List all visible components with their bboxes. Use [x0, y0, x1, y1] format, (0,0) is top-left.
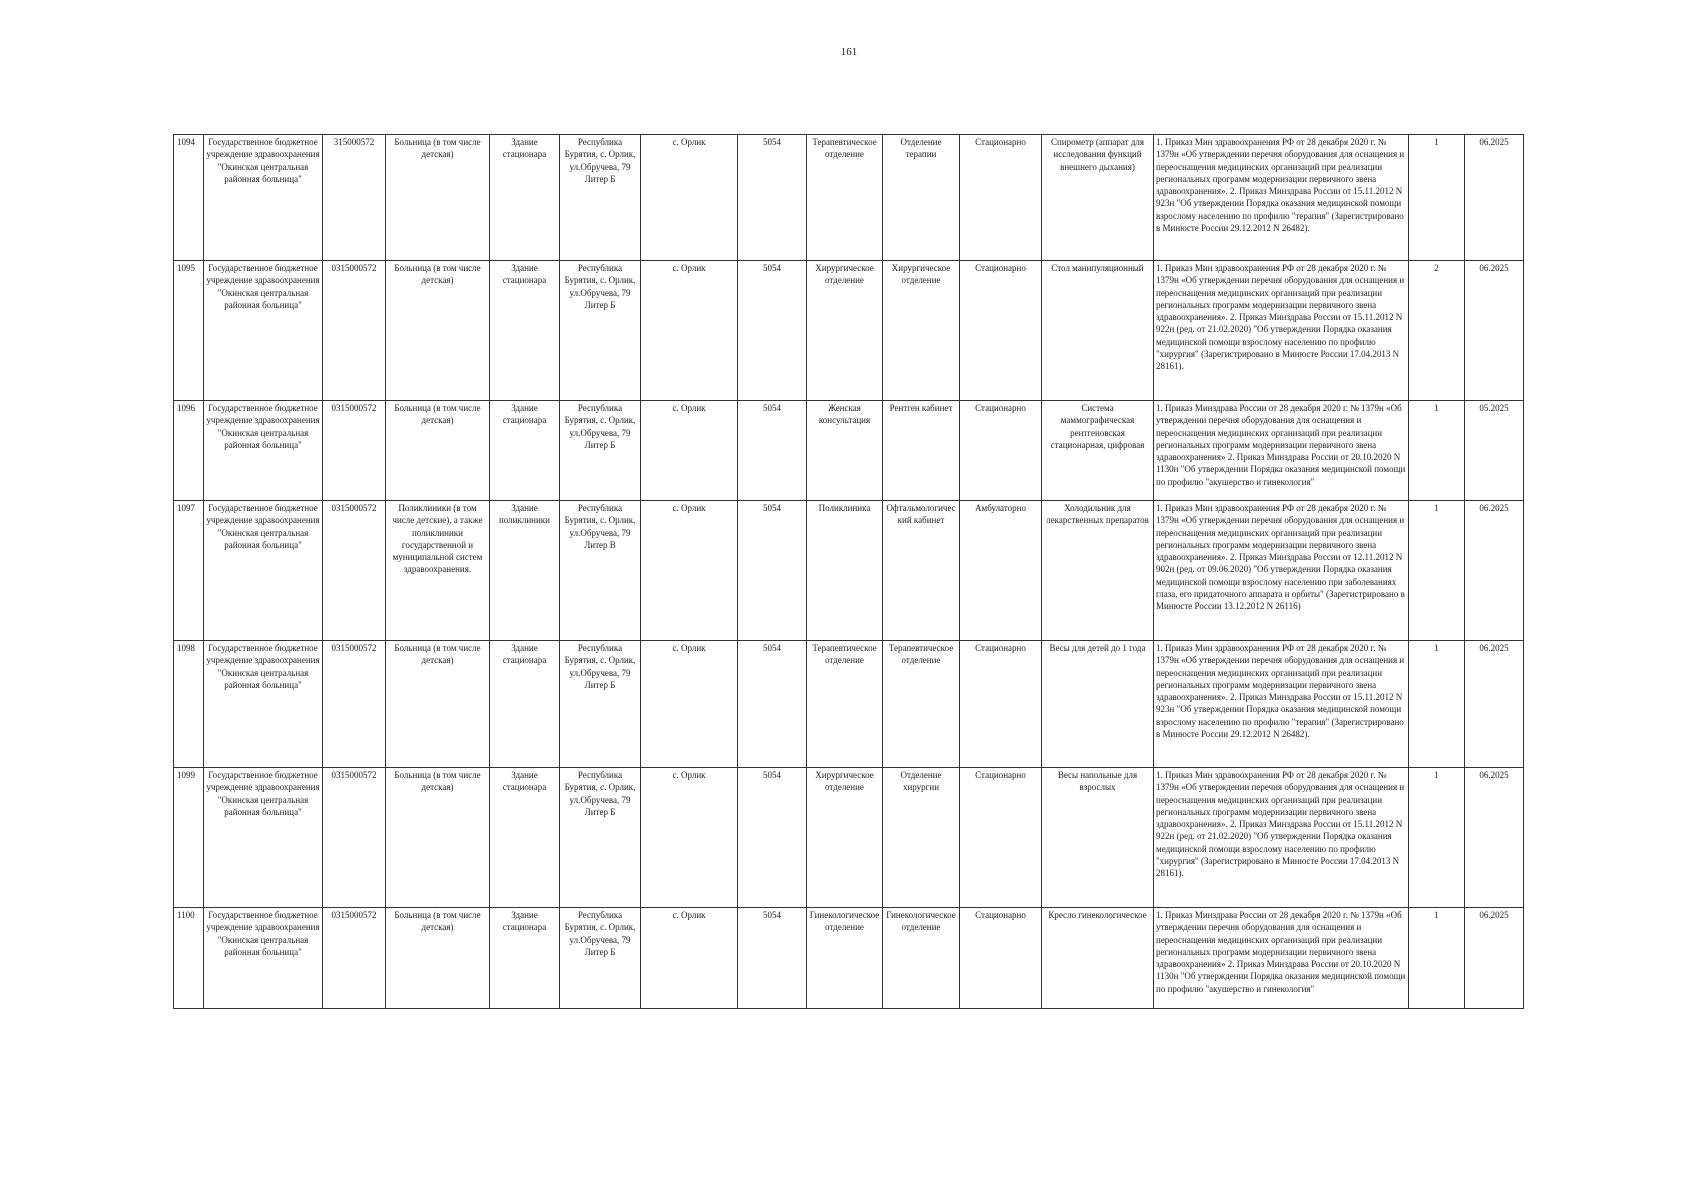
page-number: 161 — [840, 46, 858, 58]
care-mode: Стационарно — [960, 261, 1042, 401]
building: Здание поликлиники — [490, 501, 560, 641]
care-mode: Стационарно — [960, 135, 1042, 261]
quantity: 1 — [1409, 908, 1465, 1009]
unit: Гинекологическое отделение — [883, 908, 960, 1009]
organization-code: 0315000572 — [323, 401, 386, 501]
equipment-name: Система маммографическая рентгеновская стационарная, цифровая — [1042, 401, 1154, 501]
organization-name: Государственное бюджетное учреждение здравоохранения "Окинская центральная районная больница" — [204, 501, 323, 641]
postcode: 5054 — [738, 501, 807, 641]
building: Здание стационара — [490, 261, 560, 401]
organization-name: Государственное бюджетное учреждение здравоохранения "Окинская центральная районная больница" — [204, 908, 323, 1009]
equipment-name: Холодильник для лекарственных препаратов — [1042, 501, 1154, 641]
unit: Отделение терапии — [883, 135, 960, 261]
facility-type: Больница (в том числе детская) — [386, 641, 490, 768]
locality: с. Орлик — [641, 261, 738, 401]
organization-code: 0315000572 — [323, 768, 386, 908]
table-row — [174, 768, 1524, 908]
department: Гинекологическое отделение — [807, 908, 883, 1009]
care-mode: Стационарно — [960, 768, 1042, 908]
organization-code: 315000572 — [323, 135, 386, 261]
equipment-name: Весы напольные для взрослых — [1042, 768, 1154, 908]
postcode: 5054 — [738, 401, 807, 501]
row-number: 1098 — [174, 641, 204, 768]
quantity: 1 — [1409, 641, 1465, 768]
quantity: 1 — [1409, 501, 1465, 641]
organization-name: Государственное бюджетное учреждение здравоохранения "Окинская центральная районная больница" — [204, 641, 323, 768]
address: Республика Бурятия, с. Орлик, ул.Обручева, 79 Литер Б — [560, 641, 641, 768]
care-mode: Стационарно — [960, 641, 1042, 768]
equipment-name: Кресло гинекологическое — [1042, 908, 1154, 1009]
equipment-name: Стол манипуляционный — [1042, 261, 1154, 401]
department: Терапевтическое отделение — [807, 135, 883, 261]
address: Республика Бурятия, с. Орлик, ул.Обручева, 79 Литер Б — [560, 908, 641, 1009]
department: Хирургическое отделение — [807, 261, 883, 401]
unit: Отделение хирургии — [883, 768, 960, 908]
legal-basis: 1. Приказ Минздрава России от 28 декабря 2020 г. № 1379н «Об утверждении перечня оборудования для оснащения и переоснащения медицинских организаций при реализации региональных программ модернизации первичного звена здравоохранения» 2. Приказ Минздрава России от 20.10.2020 N 1130н "Об утверждении Порядка оказания медицинской помощи по профилю "акушерство и гинекология" — [1154, 908, 1409, 1009]
equipment-name: Спирометр (аппарат для исследования функций внешнего дыхания) — [1042, 135, 1154, 261]
postcode: 5054 — [738, 908, 807, 1009]
care-mode: Стационарно — [960, 908, 1042, 1009]
organization-name: Государственное бюджетное учреждение здравоохранения "Окинская центральная районная больница" — [204, 401, 323, 501]
organization-code: 0315000572 — [323, 908, 386, 1009]
quantity: 1 — [1409, 768, 1465, 908]
care-mode: Амбулаторно — [960, 501, 1042, 641]
row-number: 1097 — [174, 501, 204, 641]
locality: с. Орлик — [641, 908, 738, 1009]
table-row — [174, 261, 1524, 401]
organization-code: 0315000572 — [323, 641, 386, 768]
facility-type: Больница (в том числе детская) — [386, 768, 490, 908]
row-number: 1096 — [174, 401, 204, 501]
unit: Хирургическое отделение — [883, 261, 960, 401]
building: Здание стационара — [490, 135, 560, 261]
unit: Терапевтическое отделение — [883, 641, 960, 768]
organization-name: Государственное бюджетное учреждение здравоохранения "Окинская центральная районная больница" — [204, 261, 323, 401]
equipment-name: Весы для детей до 1 года — [1042, 641, 1154, 768]
delivery-date: 06.2025 — [1465, 501, 1524, 641]
legal-basis: 1. Приказ Мин здравоохранения РФ от 28 декабря 2020 г. № 1379н «Об утверждении перечня оборудования для оснащения и переоснащения медицинских организаций при реализации региональных программ модернизации первичного звена здравоохранения». 2. Приказ Минздрава России от 15.11.2012 N 922н (ред. от 21.02.2020) "Об утверждении Порядка оказания медицинской помощи взрослому населению по профилю "хирургия" (Зарегистрировано в Минюсте России 17.04.2013 N 28161). — [1154, 261, 1409, 401]
delivery-date: 06.2025 — [1465, 261, 1524, 401]
legal-basis: 1. Приказ Мин здравоохранения РФ от 28 декабря 2020 г. № 1379н «Об утверждении перечня оборудования для оснащения и переоснащения медицинских организаций при реализации региональных программ модернизации первичного звена здравоохранения». 2. Приказ Минздрава России от 12.11.2012 N 902н (ред. от 09.06.2020) "Об утверждении Порядка оказания медицинской помощи взрослому населению при заболеваниях глаза, его придаточного аппарата и орбиты" (Зарегистрировано в Минюсте России 13.12.2012 N 26116) — [1154, 501, 1409, 641]
legal-basis: 1. Приказ Минздрава России от 28 декабря 2020 г. № 1379н «Об утверждении перечня оборудования для оснащения и переоснащения медицинских организаций при реализации региональных программ модернизации первичного звена здравоохранения» 2. Приказ Минздрава России от 20.10.2020 N 1130н "Об утверждении Порядка оказания медицинской помощи по профилю "акушерство и гинекология" — [1154, 401, 1409, 501]
building: Здание стационара — [490, 908, 560, 1009]
postcode: 5054 — [738, 261, 807, 401]
quantity: 2 — [1409, 261, 1465, 401]
postcode: 5054 — [738, 768, 807, 908]
quantity: 1 — [1409, 135, 1465, 261]
unit: Рентген кабинет — [883, 401, 960, 501]
table-row — [174, 501, 1524, 641]
legal-basis: 1. Приказ Мин здравоохранения РФ от 28 декабря 2020 г. № 1379н «Об утверждении перечня оборудования для оснащения и переоснащения медицинских организаций при реализации региональных программ модернизации первичного звена здравоохранения». 2. Приказ Минздрава России от 15.11.2012 N 923н "Об утверждении Порядка оказания медицинской помощи взрослому населению по профилю "терапия" (Зарегистрировано в Минюсте России 29.12.2012 N 26482). — [1154, 135, 1409, 261]
row-number: 1099 — [174, 768, 204, 908]
delivery-date: 06.2025 — [1465, 641, 1524, 768]
organization-code: 0315000572 — [323, 261, 386, 401]
facility-type: Поликлиники (в том числе детские), а также поликлиники государственной и муниципальной систем здравоохранения. — [386, 501, 490, 641]
department: Терапевтическое отделение — [807, 641, 883, 768]
postcode: 5054 — [738, 135, 807, 261]
building: Здание стационара — [490, 768, 560, 908]
equipment-registry-table — [173, 134, 1524, 1009]
department: Женская консультация — [807, 401, 883, 501]
delivery-date: 06.2025 — [1465, 135, 1524, 261]
delivery-date: 06.2025 — [1465, 768, 1524, 908]
organization-code: 0315000572 — [323, 501, 386, 641]
facility-type: Больница (в том числе детская) — [386, 908, 490, 1009]
address: Республика Бурятия, с. Орлик, ул.Обручева, 79 Литер Б — [560, 768, 641, 908]
department: Хирургическое отделение — [807, 768, 883, 908]
locality: с. Орлик — [641, 641, 738, 768]
table-row — [174, 401, 1524, 501]
delivery-date: 06.2025 — [1465, 908, 1524, 1009]
legal-basis: 1. Приказ Мин здравоохранения РФ от 28 декабря 2020 г. № 1379н «Об утверждении перечня оборудования для оснащения и переоснащения медицинских организаций при реализации региональных программ модернизации первичного звена здравоохранения». 2. Приказ Минздрава России от 15.11.2012 N 923н "Об утверждении Порядка оказания медицинской помощи взрослому населению по профилю "терапия" (Зарегистрировано в Минюсте России 29.12.2012 N 26482). — [1154, 641, 1409, 768]
locality: с. Орлик — [641, 768, 738, 908]
row-number: 1095 — [174, 261, 204, 401]
building: Здание стационара — [490, 401, 560, 501]
organization-name: Государственное бюджетное учреждение здравоохранения "Окинская центральная районная больница" — [204, 768, 323, 908]
locality: с. Орлик — [641, 501, 738, 641]
facility-type: Больница (в том числе детская) — [386, 135, 490, 261]
address: Республика Бурятия, с. Орлик, ул.Обручева, 79 Литер Б — [560, 135, 641, 261]
address: Республика Бурятия, с. Орлик, ул.Обручева, 79 Литер Б — [560, 401, 641, 501]
unit: Офтальмологический кабинет — [883, 501, 960, 641]
table-row — [174, 908, 1524, 1009]
care-mode: Стационарно — [960, 401, 1042, 501]
row-number: 1100 — [174, 908, 204, 1009]
address: Республика Бурятия, с. Орлик, ул.Обручева, 79 Литер В — [560, 501, 641, 641]
table-row — [174, 641, 1524, 768]
legal-basis: 1. Приказ Мин здравоохранения РФ от 28 декабря 2020 г. № 1379н «Об утверждении перечня оборудования для оснащения и переоснащения медицинских организаций при реализации региональных программ модернизации первичного звена здравоохранения». 2. Приказ Минздрава России от 15.11.2012 N 922н (ред. от 21.02.2020) "Об утверждении Порядка оказания медицинской помощи взрослому населению по профилю "хирургия" (Зарегистрировано в Минюсте России 17.04.2013 N 28161). — [1154, 768, 1409, 908]
row-number: 1094 — [174, 135, 204, 261]
locality: с. Орлик — [641, 401, 738, 501]
table-row — [174, 135, 1524, 261]
department: Поликлиника — [807, 501, 883, 641]
building: Здание стационара — [490, 641, 560, 768]
delivery-date: 05.2025 — [1465, 401, 1524, 501]
quantity: 1 — [1409, 401, 1465, 501]
facility-type: Больница (в том числе детская) — [386, 401, 490, 501]
facility-type: Больница (в том числе детская) — [386, 261, 490, 401]
locality: с. Орлик — [641, 135, 738, 261]
organization-name: Государственное бюджетное учреждение здравоохранения "Окинская центральная районная больница" — [204, 135, 323, 261]
address: Республика Бурятия, с. Орлик, ул.Обручева, 79 Литер Б — [560, 261, 641, 401]
postcode: 5054 — [738, 641, 807, 768]
